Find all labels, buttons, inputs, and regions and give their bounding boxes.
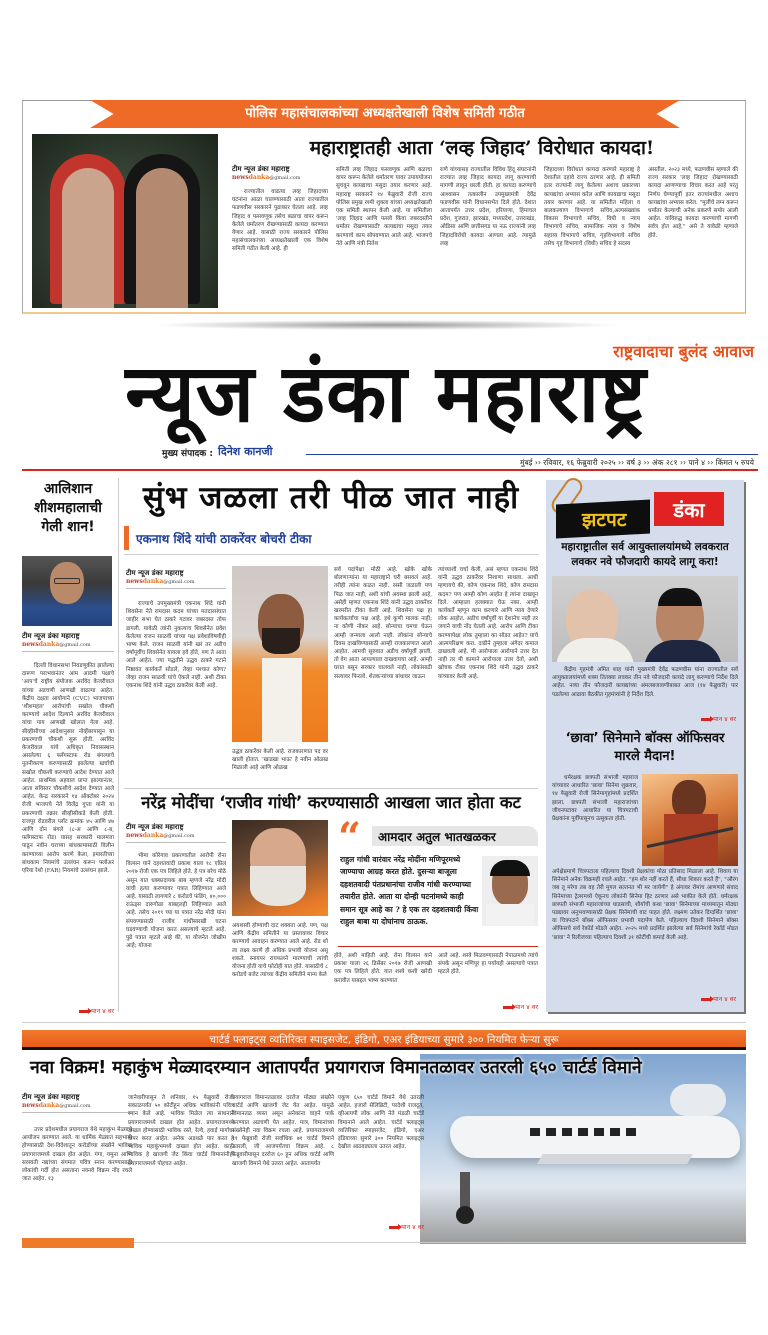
byline-name: टीम न्यूज डंका महाराष्ट्र bbox=[232, 164, 290, 173]
section-rule bbox=[124, 788, 538, 789]
top-col-5: असतील. २०२३ मध्ये, फडणवीस म्हणाले की राज्य सरकार 'लव्ह जिहाद' रोखण्यासाठी कायदा आणण्याचा विचार करत आहे परंतु निर्णय घेण्यापूर्वी इतर राज्यांमधील अशाच कायद्यांचा अभ्यास करेल. "मुलींचे लग्न करून धर्मांतर केल्याची अनेक प्रकरणे समोर आली आहेत. यांविरुद्ध कायदा करण्याची मागणी सर्वत्र होत आहे," असे ते यावेळी म्हणाले होते. bbox=[648, 167, 738, 239]
top-col-4: जिहादच्या विरोधात कायदा करणारे महाराष्ट्र हे देशातील दहावे राज्य ठरणार आहे. ही समिती इतर राज्यांनी लागू केलेल्या अशाच प्रकारच्या कायद्यांचा अभ्यास करेल आणि कायद्याचा मसुदा तयार करणार आहे. या समितीत महिला व बालकल्याण विभागाचे सचिव,अल्पसंख्यांक विकास विभागाचे सचिव, विधी व न्याय विभागाचे सचिव, सामाजिक न्याय व विशेष सहाय्य विभागाचे सचिव, गृहविभागाचे सचिव तसेच गृह विभागाचे (विधी) सचिव हे सदस्य bbox=[544, 167, 640, 247]
chhaava-poster bbox=[642, 774, 738, 866]
arrow-icon bbox=[79, 1010, 89, 1013]
top-col-3: राणे यांच्यासह राज्यातील विविध हिंदू संघटनांनी राज्यात लव्ह जिहाद कायदा लागू करण्याची मागणी लावून धरली होती. हा कायदा करण्याचे आश्वासन तत्कालीन उपमुख्यमंत्री देवेंद्र फडणवीस यांनी विधानसभेत दिले होते. देशात आतापर्यंत उत्तर प्रदेश, हरियाणा, हिमाचल प्रदेश, गुजरात, झारखंड, मध्यप्रदेश, उत्तराखंड, ओडिसा आणि छत्तीसगड या नऊ राज्यांनी लव्ह जिहादविरोधी कायदा आणला आहे. त्यामुळे लव्ह bbox=[440, 167, 536, 247]
shah-fadnavis-photo bbox=[552, 576, 738, 662]
bottom-orange-bar bbox=[22, 1238, 134, 1248]
bottom-byline bbox=[22, 1092, 132, 1113]
modi-headline: नरेंद्र मोदींचा ‘राजीव गांधी’ करण्यासाठी आखला जात होता कट bbox=[141, 793, 521, 812]
bottom-continued: पान ४ वर bbox=[338, 1222, 424, 1231]
bottom-col-3: प्रयागराज विमानतळावर दररोज मोठ्या संख्येने चार्टर्ड आणि खाजगी जेट येत आहेत. यामुळे विमानतळ व्यस्त असून अनेकांना वाहने पार्क करण्यात अडचणी येत आहेत. मात्र, विमानांच्या संख्येनेही नवा विक्रम रचला आहे. प्रयागराजमध्ये ११ फेब्रुवारी रोजी सर्वाधिक ७१ चार्टर्ड विमाने उतरली, जी आजपर्यंतचा विक्रम आहे. ८ फेब्रुवारीपासून दररोज ६० हून अधिक चार्टर्ड आणि खाजगी विमाने येथे उतरत आहेत. आतापर्यंत bbox=[232, 1095, 334, 1167]
top-headline: महाराष्ट्रातही आता ‘लव्ह जिहाद’ विरोधात कायदा! bbox=[309, 137, 655, 159]
top-banner-text: पोलिस महासंचालकांच्या अध्यक्षतेखाली विशेष समिती गठीत bbox=[245, 106, 525, 121]
love-jihad-illustration bbox=[32, 134, 218, 308]
quote-name: आमदार अतुल भातखळकर bbox=[378, 830, 496, 844]
byline-name: टीम न्यूज डंका महाराष्ट्र bbox=[22, 1092, 80, 1101]
bottom-headline: नवा विक्रम! महाकुंभ मेळ्यादरम्यान आतापर्यंत प्रयागराज विमानतळावर उतरली ६५० चार्टर्ड विमाने bbox=[30, 1058, 642, 1078]
main-byline bbox=[126, 568, 226, 589]
left-body: दिल्ली विधानसभा निवडणुकीत झालेल्या दारूण पराभवानंतर आम आदमी पक्षाचे 'आप'चे राष्ट्रीय संयोजक अरविंद केजरीवाल यांच्या अडचणी आणखी वाढल्या आहेत. केंद्रीय दक्षता आयोगाने (CVC) भाजपाच्या 'शीशमहल' आरोपांची सखोल चौकशी करण्याचे आदेश दिल्याने अरविंद केजरीवाल यांचा पाय आणखी खोलात गेला आहे. सीव्हीसीच्या आदेशानुसार नोव्हेंबरपासून या प्रकरणाची चौकशी सुरू होती. अरविंद केजरीवाल यांचे अधिकृत निवासस्थान असलेल्या ६ फ्लॅगस्टाफ रोड बंगल्याचे नूतनीकरण करण्यासाठी झालेल्या खर्चाची सखोल चौकशी करण्याचे आदेश देण्यात आले आहेत. प्राथमिक अहवाल प्राप्त झाल्यानंतर, आता सविस्तर चौकशीचे आदेश देण्यात आले आहेत. केन्द्र सरकारने १४ ऑक्टोबर २०२४ रोजी भाजपचे नेते विजेंद्र गुप्ता यांनी या प्रकरणाची तक्रार सीव्हीसीकडे केली होती. राजपूर रोडवरील प्लॉट क्रमांक ४५ आणि ४७ आणि दोन बंगले (८-अ आणि ८-ब, फ्लॅगस्टाफ रोड) यासह सरकारी मालमत्ता पाडून नवीन घराच्या बांधकामासाठी विलीन करण्याच्या आरोप करणे केला, इमारतीच्या बांधकाम नियमांचे उल्लंघन करून फ्लोअर एरिया रेशो (FAR) नियमांचे उल्लंघन झाले. bbox=[22, 663, 114, 875]
masthead-rule bbox=[22, 469, 758, 471]
arrow-icon bbox=[701, 998, 711, 1001]
sidebar-brand-left: झटपट bbox=[582, 509, 627, 531]
left-byline bbox=[22, 631, 114, 652]
masthead-title: न्यूज डंका महाराष्ट्र bbox=[125, 347, 647, 440]
left-continued: पान ४ वर bbox=[22, 1006, 114, 1015]
main-col-1: राज्याचे उपमुख्यमंत्री एकनाथ शिंदे यांनी शिवसेना नेते रामदास कदम यांच्या मतदारसंघात जाहीर सभा घेत ठाकरे गटावर जबरदस्त तोफ डागली. यावेळी त्यांनी नुकत्याच शिवसेनेत प्रवेश केलेल्या राजन साळवी यांच्या पक्ष प्रवेशाविषयीही भाष्य केले. राजन साळवी यांनी खरं तर अडीच वर्षांपूर्वीच शिवसेनेत यायला हवे होते, पण ते आता आले आहेत. ज्या पद्धतीने उद्धव ठाकरे गटाने निष्ठावंत कार्यकर्ते सोडले, तेव्हा पश्चात कोण? जेव्हा राजन साळवी यांचे ऐकले नाही. अशी टीका एकनाथ शिंदे यांनी उद्धव ठाकरेंवर केली आहे. bbox=[126, 601, 226, 690]
byline-name: टीम न्यूज डंका महाराष्ट्र bbox=[22, 631, 80, 640]
byline-name: टीम न्यूज डंका महाराष्ट्र bbox=[126, 568, 184, 577]
modi-byline bbox=[126, 822, 226, 843]
sidebar-story2-col: धर्मरक्षक छत्रपती संभाजी महाराज यांच्यावर आधारित 'छावा' सिनेमा शुक्रवार, १४ फेब्रुवारी रोजी सिनेमागृहांमध्ये प्रदर्शित झाला. छत्रपती संभाजी महाराजांच्या जीवनपटावर आधारित या चित्रपटाची प्रेक्षकांना पूर्वीपासूनच उत्सुकता होती. bbox=[552, 775, 638, 823]
editor-rule bbox=[306, 454, 758, 455]
column-divider bbox=[118, 478, 119, 1012]
byline-email: newsdanka@gmail.com bbox=[232, 174, 301, 181]
main-subhead: एकनाथ शिंदे यांची ठाकरेंवर बोचरी टीका bbox=[136, 532, 312, 546]
sidebar-story2-continued: पान ४ वर bbox=[650, 994, 736, 1003]
bhatkhalkar-photo bbox=[482, 856, 538, 926]
quote-text: राहुल गांधी वारंवार नरेंद्र मोदींना मणिपूरमध्ये जाण्याचा आग्रह करत होते. दुसऱ्या बाजूला दहशतवादी पंतप्रधानांचा राजीव गांधी करण्याच्या तयारीत होते. आता या दोन्ही घटनांमध्ये काही समान सूत्र आहे का ? हे एक तर दहशतवादी किंवा राहुल बाबा या दोघांनाच ठाऊक. bbox=[340, 855, 479, 927]
main-col-4: त्यांच्याशी चर्चा केली, असं म्हणत एकनाथ शिंदे यांनी उद्धव ठाकरेंवर निशाणा साधला. आधी म्हणायचे की, कोण एकनाथ शिंदे, कोण रामदास कदम? पण आम्ही कोण आहोत हे त्यांना दाखवून दिले. आम्हाला हलक्यात घेऊ नका. आम्ही कार्यकर्ते म्हणून काम करणारे आणि न्याय देणारे लोक आहोत. अडीच वर्षांपूर्वी या देशानेच नाही तर जगाने याची नोंद घेतली आहे. आरोप आणि टीका करण्यापेक्षा लोक तुम्हाला का सोडत आहेत? याचे आत्मपरिक्षण करा. दाढीने तुम्हाला अंगेदर कमाल दाखवली आहे. मी आरोपाला आरोपाने उत्तर देत नाही तर मी कामाने आरोपाला उत्तर देतो, अशी खोचक टीका एकनाथ शिंदे यांनी उद्धव ठाकरे यांच्यावर केली आहे. bbox=[438, 567, 538, 680]
edition-info: मुंबई ›› रविवार, १६ फेब्रुवारी २०२५ ›› वर्ष ३ ›› अंक २८१ ›› पाने ४ ›› किंमत ५ रुपये bbox=[519, 458, 754, 467]
bottom-top-rule bbox=[22, 1022, 746, 1023]
arrow-icon bbox=[701, 718, 711, 721]
byline-email: newsdanka@gmail.com bbox=[22, 641, 91, 648]
masthead-shadow bbox=[150, 320, 620, 330]
sidebar-story1-continued: पान ४ वर bbox=[650, 714, 736, 723]
sidebar-brand-right: डंका bbox=[673, 498, 705, 522]
bottom-col-2: जानेवारीपासून ते शनिवार, १५ फेब्रुवारी रोजी सकाळपर्यंत ५० कोटींहून अधिक भाविकांनी पवित्र स्नान केले आहे. भाविक मिळेल त्या साधनाने प्रयागराजमध्ये दाखल होत आहेत. प्रयागराजमध्ये दाखल होण्यासाठी भाविक रस्ते, रेल्वे, हवाई मार्गाचा वापर करत आहेत. अनेक अडथळे पार करत हे भाविक महाकुंभमध्ये दाखल होत आहेत. काही भाविक हे खाजगी जेट किंवा चार्टर्ड विमानांनीही प्रयागराजमध्ये पोहचत आहेत. bbox=[128, 1095, 234, 1167]
bottom-col-1: उत्तर प्रदेशमधील प्रयागराज येथे महाकुंभ मेळ्याचे आयोजन करण्यात आले. या धार्मिक मेळ्यात सहभागी होण्यासाठी देश-विदेशातून करोडोंच्या संख्येने भाविक प्रयागराजमध्ये दाखल होत आहेत. गंगा, यमुना आणि सरस्वती नद्यांच्या संगमात पवित्र स्नान करण्यासाठी लोकांची गर्दी होत असताना नवनवे विक्रम नोंद रचले जात आहेत. १३ bbox=[22, 1127, 132, 1183]
main-col-3: सर्व पदांपेक्षा मोठी आहे. खोके खोके बोलणाऱ्यांना या महाराष्ट्राने घरी बसवलं आहे. तरीही त्यांना कळत नाही. रस्सी जळाली पण पिळ जात नाही, अशी यांची अवस्था झाली आहे, असेही म्हणत एकनाथ शिंदे यांनी उद्धव ठाकरेंवर खरमरीत टीका केली आहे. शिवसेना पक्ष हा कार्यकर्त्यांचा पक्ष आहे. इथे कुणी मालक नाही; ना कोणी नोकर आहे. सोन्याचा चमचा घेऊन आम्ही जन्माला आलो नाही. लोकांना सोन्याचे दिवस दाखविण्यासाठी आम्ही राजकारणात आलो आहोत. आमची सुरुवात अडीच वर्षापूर्वी झाली. तो वेग आता आपल्याला दाखवायचा आहे. आम्ही घरात बसून सरकार चालवले नाही, लोकांसाठी रस्त्यावर फिरलो. शेतकऱ्यांच्या बांधावर जाऊन bbox=[334, 567, 432, 680]
subhead-rule bbox=[124, 554, 538, 555]
shinde-photo bbox=[232, 566, 328, 742]
quote-mark-icon: “ bbox=[338, 814, 362, 861]
editor-label: मुख्य संपादक : bbox=[162, 449, 213, 459]
main-col-2: उद्धव ठाकरेंवर केली आहे. राजकारणात पद वर खाली होतात. 'खाडखा भाऊ' हे नवीन ओळख मिळाली आहे आणि ओळख bbox=[232, 749, 328, 772]
modi-col-4: आले आहे. शस्त्रे मिळवण्यासाठी नेपाळमध्ये त्यांचे संपर्क असून मणिपूर हा पर्यायही असल्याचे पत्रात म्हटले होते. bbox=[438, 953, 538, 976]
byline-name: टीम न्यूज डंका महाराष्ट्र bbox=[126, 822, 184, 831]
sidebar-story1-body: केंद्रीय गृहमंत्री अमित शाह यांनी मुख्यमंत्री देवेंद्र फडणवीस यांना राज्यातील सर्व आयुक्तालयांमध्ये शक्य तितक्या लवकर तीन नवे फौजदारी कायदे लागू करण्याचे निर्देश दिले आहेत. नव्या तीन फौजदारी कायद्यांच्या अंमलबजावणीबाबत आज (१४ फेब्रुवारी) पार पडलेल्या आढावा बैठकीत गृहमंत्र्यांनी हे निर्देश दिले. bbox=[552, 667, 738, 698]
bottom-rule bbox=[134, 1242, 746, 1243]
top-byline bbox=[232, 164, 328, 181]
kejriwal-photo bbox=[22, 556, 112, 626]
byline-email: newsdanka@gmail.com bbox=[22, 1102, 91, 1109]
bottom-col-4: एकूण ६५० चार्टर्ड विमाने येथे उतरली आहेत. हजारो सेलिब्रिटी, परदेशी राजदूत, व्हीआयपी लोक आणि नेते मंडळी चार्टर्ड विमानाने आले आहेत. चार्टर्ड फ्लाइट्स व्यतिरिक्त स्पाइसजेट, इंडिगो, एअर इंडियाच्या सुमारे ३०० नियमित फ्लाइट्स देखील आठवड्याला उतरत आहेत. bbox=[338, 1095, 424, 1151]
masthead-tagline: राष्ट्रवादाचा बुलंद आवाज bbox=[613, 342, 754, 361]
sidebar-story2-headline: ‘छावा’ सिनेमाने बॉक्स ऑफिसवर मारले मैदान! bbox=[565, 731, 725, 764]
byline-email: newsdanka@gmail.com bbox=[126, 578, 195, 585]
byline-email: newsdanka@gmail.com bbox=[126, 832, 195, 839]
modi-photo bbox=[232, 820, 328, 916]
subhead-bar bbox=[124, 526, 129, 550]
arrow-icon bbox=[503, 1006, 513, 1009]
modi-continued: पान ४ वर bbox=[438, 1002, 538, 1011]
main-headline: सुंभ जळला तरी पीळ जात नाही bbox=[142, 480, 520, 516]
sidebar-story1-headline: महाराष्ट्रातील सर्व आयुक्तालयांमध्ये लवकरात लवकर नवे फौजदारी कायदे लागू करा! bbox=[561, 541, 729, 568]
modi-col-3: होते, अशी माहिती आहे. रोना विल्सन याने प्रकाश याला २६ डिसेंबर २०१७ रोजी आणखी एक पत्र लिहिले होते. यात शस्त्रे कशी खरेदी करावीत याबद्दल भाष्य करण्यात bbox=[334, 953, 432, 984]
bottom-banner-text: चार्टर्ड फ्लाइट्स व्यतिरिक्त स्पाइसजेट, इंडिगो, एअर इंडियाच्या सुमारे ३०० नियमित फेऱ्या सुरू bbox=[209, 1034, 559, 1046]
arrow-icon bbox=[389, 1226, 399, 1229]
top-col-1: राज्यातील वाढत्या लव्ह जिहादच्या घटनांना आळा घालण्यासाठी आता राज्यातील फडणवीस सरकारने पुढाकार घेतला आहे. लव्ह जिहाद व फसवणूक तसेच बळाचा वापर करून केलेले धर्मांतरण रोखण्यासाठी कायदा करण्यात येणार आहे. यासाठी राज्य सरकारने पोलिस महासंचालकांच्या अध्यक्षतेखाली एक विशेष समिती गठीत केली आहे. ही bbox=[232, 189, 328, 253]
sidebar-story2-body: अपेक्षेप्रमाणे चित्रपटाला पहिल्याच दिवशी प्रेक्षकांचा मोठा प्रतिसाद मिळाला आहे. शिवाय या सिनेमाने अनेक विक्रमही रचले आहेत. "हम शोर नहीं करते हैं, सीधा शिकार करते हैं", "औरंग जब तू मरेगा तब वह तेरी मुगल सल्तनत भी मर जायेगी" हे अंगावर रोमांच आणणारे संवाद सिनेमाच्या ट्रेलरमध्ये ऐकूनच लोकांनी सिनेमा हिट ठरणार असे भाकीत केले होते. धर्मरक्षक छत्रपती संभाजी महाराजांच्या धाडसाची, शौर्याची कथा 'छावा' सिनेमाच्या माध्यमातून मोठ्या पडद्यावर अनुभवण्यासाठी प्रेक्षक सिनेमाची वाट पाहत होते. लक्ष्मण उतेकर दिग्दर्शित 'छावा' या चित्रपटाने बॉक्स ऑफिसवर प्रभावी पदार्पण केले. पहिल्याच दिवशी सिनेमाने बॉक्स ऑफिसचे सर्व रेकॉर्ड मोडले आहेत. २०२५ मध्ये प्रदर्शित झालेल्या सर्व सिनेमांचे रेकॉर्ड मोडत 'छावा' ने रिलीजच्या पहिल्याच दिवशी ३१ कोटींची कमाई केली आहे. bbox=[552, 869, 738, 941]
modi-col-1: भीमा कोरेगाव प्रकरणातील आरोपी रोना विल्सन याने दहशतवादी प्रकाश याला १८ एप्रिल २०१७ रोजी एक पत्र लिहिले होते. हे पत्र बरेच मोठे असून यात धक्कादायक बाब म्हणजे नरेंद्र मोदी यांची हत्या करण्यावर पत्रात लिहिण्यात आले आहे. यासाठी लागणारे ८ करोडचे फंडिंग, ४०,००० राऊंड्स दारुगोळा याबद्दलही लिहिण्यात आले आहे. तसेच २०१९ च्या या पत्रात नरेंद्र मोदी यांना संपवण्यासाठी राजीव गांधींसारखी घटना घडवण्याची योजना करत असल्याचे म्हटले आहे. पुढे पत्रात म्हटले आहे की, या योजनेत जोखीम आहे; योजना bbox=[126, 853, 226, 950]
editor-name: दिनेश कानजी bbox=[218, 445, 273, 458]
aircraft-photo bbox=[420, 1054, 746, 1244]
modi-col-2: अयशस्वी होण्याची दाट शक्यता आहे. पण, पक्ष आणि केंद्रीय समितीने या प्रस्तावावर विचार करण्याचे आवाहन करण्यात आले आहे. रोड शो ला लक्ष्य करणे ही अधिक प्रभावी योजना असू शकते. स्नायपर रायफलने मारण्याची त्यांची योजना होती याचे फोटोही यात होते. यासाठीचे ८ करोडचे बजेट त्यांच्या केंद्रीय समितीने मान्य केले bbox=[232, 923, 328, 979]
top-col-2: समिती लव्ह जिहाद फसवणूक आणि बळाचा वापर करून केलेले धर्मांतरण यावर उपाययोजना सुचवून कायद्याचा मसुदा तयार करणार आहे. महाराष्ट्र सरकारने १४ फेब्रुवारी रोजी राज्य पोलिस प्रमुख रश्मी शुक्ला यांच्या अध्यक्षतेखाली एक समिती स्थापन केली आहे. या समितीला 'लव्ह जिहाद आणि फसवे किंवा जबरदस्तीने धर्मांतर रोखण्यासाठी' कायद्याचा मसुदा तयार करण्याचे काम सोपवण्यात आले आहे. भाजपचे नेते आणि मंत्री नितेश bbox=[336, 167, 432, 247]
left-headline: आलिशान शीशमहालाची गेली शान! bbox=[34, 481, 102, 535]
quote-rule bbox=[338, 946, 538, 947]
